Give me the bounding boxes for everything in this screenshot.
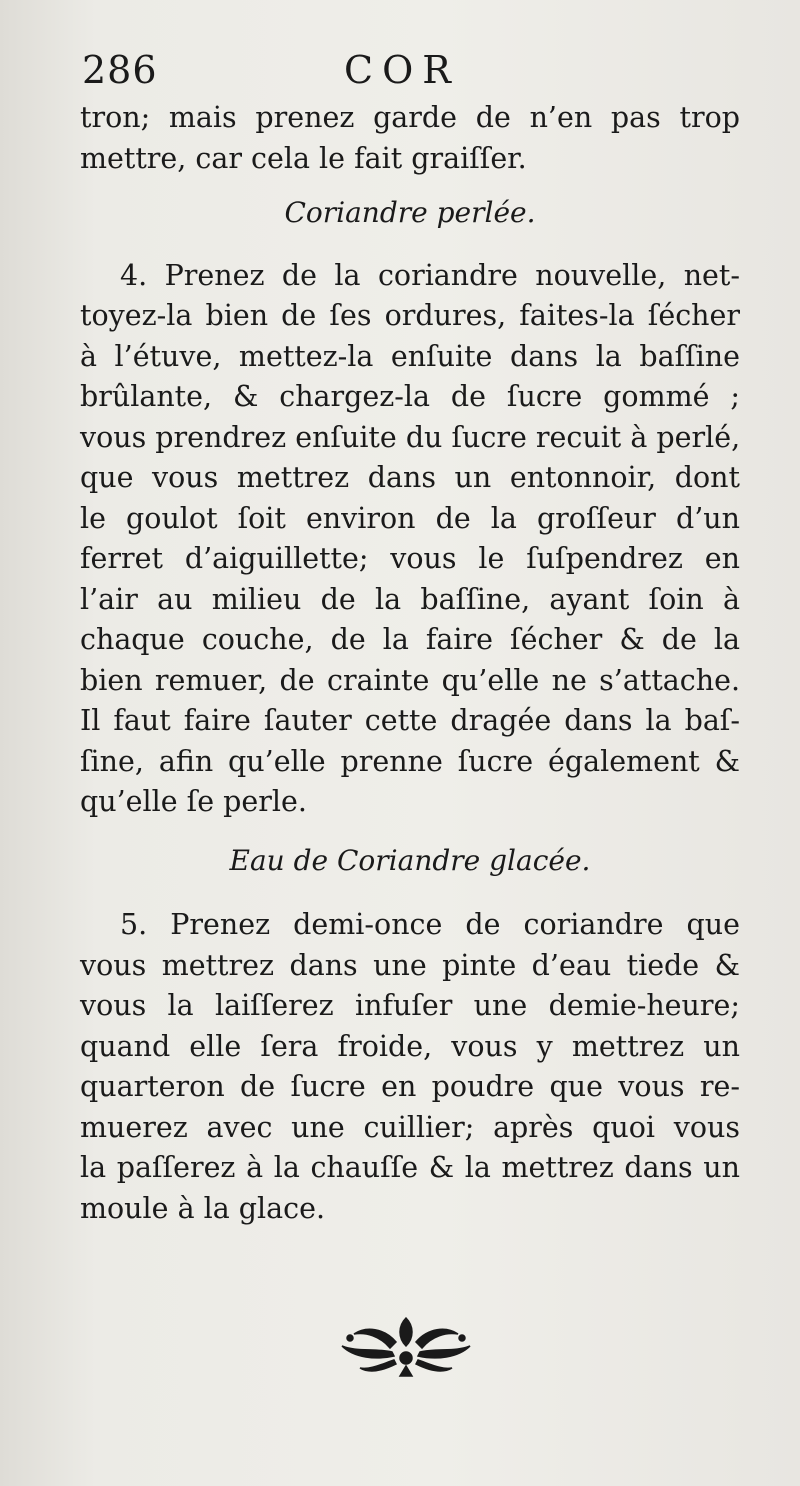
- text-line: la paſſerez à la chauſſe & la mettrez dans un: [80, 1151, 740, 1184]
- text-line: mettre, car cela le fait graiſſer.: [80, 141, 527, 175]
- text-line: tron; mais prenez garde de n’en pas trop: [80, 101, 740, 134]
- fleuron-ornament-icon: [336, 1308, 476, 1378]
- text-line: moule à la glace.: [80, 1191, 326, 1225]
- text-line: brûlante, & chargez-la de ſucre gommé ;: [80, 380, 740, 413]
- text-line: vous mettrez dans une pinte d’eau tiede &: [80, 948, 740, 982]
- text-line: quarteron de ſucre en poudre que vous re-: [80, 1070, 740, 1103]
- text-line: bien remuer, de crainte qu’elle ne s’attache.: [80, 663, 740, 697]
- text-line: qu’elle ſe perle.: [80, 785, 307, 818]
- section-heading: Coriandre perlée.: [284, 196, 536, 229]
- body-text: [80, 98, 740, 1229]
- text-line: Il faut faire ſauter cette dragée dans la baſ-: [80, 704, 740, 737]
- text-line: 5. Prenez demi-once de coriandre que: [120, 908, 740, 941]
- text-line: que vous mettrez dans un entonnoir, dont: [80, 461, 740, 494]
- text-line: le goulot ſoit environ de la groſſeur d’un: [80, 501, 740, 535]
- text-line: vous prendrez enſuite du ſucre recuit à perlé,: [80, 420, 741, 454]
- running-head: COR: [344, 48, 460, 92]
- text-line: vous la laiſſerez infuſer une demie-heure;: [80, 989, 740, 1022]
- text-line: 4. Prenez de la coriandre nouvelle, net-: [120, 258, 740, 292]
- text-line: ſine, afin qu’elle prenne ſucre également &: [80, 744, 740, 778]
- text-line: à l’étuve, mettez-la enſuite dans la baſſine: [80, 339, 740, 373]
- text-line: quand elle ſera froide, vous y mettrez un: [80, 1029, 740, 1063]
- text-line: muerez avec une cuillier; après quoi vous: [80, 1110, 740, 1144]
- text-line: toyez-la bien de ſes ordures, faites-la ſécher: [80, 299, 740, 332]
- section-heading: Eau de Coriandre glacée.: [229, 843, 591, 877]
- page-header: [82, 48, 722, 98]
- text-line: ferret d’aiguillette; vous le ſuſpendrez en: [80, 542, 740, 575]
- text-line: chaque couche, de la faire ſécher & de la: [80, 623, 740, 656]
- page-number: 286: [82, 48, 158, 92]
- text-line: l’air au milieu de la baſſine, ayant ſoin à: [80, 582, 740, 616]
